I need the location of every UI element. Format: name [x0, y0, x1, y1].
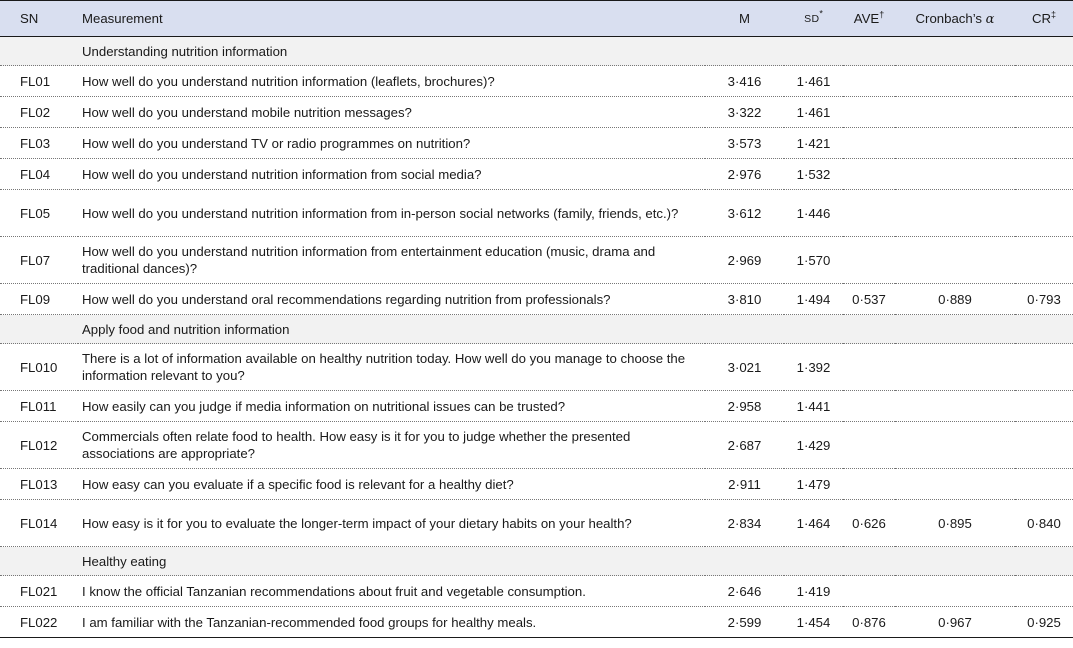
- row-measurement: How well do you understand nutrition information from in-person social networks (family, friends, etc.)?: [78, 190, 705, 237]
- table-row: [0, 190, 1073, 237]
- row-sn: FL02: [0, 97, 78, 128]
- row-sd: 1·419: [784, 576, 843, 607]
- row-sn: FL010: [0, 344, 78, 391]
- row-mean: 3·612: [705, 190, 784, 237]
- row-ave: [843, 469, 895, 500]
- header-row: [0, 1, 1073, 37]
- row-sd: 1·479: [784, 469, 843, 500]
- header-cr-label: CR: [1031, 11, 1052, 26]
- row-ave: [843, 576, 895, 607]
- row-ave: [843, 237, 895, 284]
- row-cronbach-alpha: [895, 344, 1015, 391]
- row-sd: 1·461: [784, 66, 843, 97]
- section-title: Understanding nutrition information: [78, 37, 1073, 66]
- row-ave: 0·626: [843, 500, 895, 547]
- row-cronbach-alpha: [895, 190, 1015, 237]
- row-cr: [1015, 422, 1073, 469]
- row-cronbach-alpha: [895, 128, 1015, 159]
- row-cr: [1015, 469, 1073, 500]
- row-measurement: How well do you understand oral recommendations regarding nutrition from professionals?: [78, 284, 705, 315]
- row-mean: 3·322: [705, 97, 784, 128]
- row-sn: FL04: [0, 159, 78, 190]
- row-cr: [1015, 237, 1073, 284]
- row-measurement: How easy is it for you to evaluate the longer-term impact of your dietary habits on your health?: [78, 500, 705, 547]
- row-cr: [1015, 391, 1073, 422]
- row-mean: 3·810: [705, 284, 784, 315]
- row-measurement: How well do you understand nutrition information from social media?: [78, 159, 705, 190]
- table-row: [0, 344, 1073, 391]
- row-cronbach-alpha: [895, 97, 1015, 128]
- header-m: [705, 1, 784, 37]
- row-sn: FL05: [0, 190, 78, 237]
- row-ave: [843, 190, 895, 237]
- row-mean: 3·573: [705, 128, 784, 159]
- row-mean: 3·021: [705, 344, 784, 391]
- row-sn: FL013: [0, 469, 78, 500]
- row-cr: [1015, 128, 1073, 159]
- header-alpha-label: Cronbach’s: [915, 10, 986, 26]
- row-ave: 0·537: [843, 284, 895, 315]
- row-sd: 1·421: [784, 128, 843, 159]
- row-cronbach-alpha: 0·967: [895, 607, 1015, 638]
- row-sd: 1·570: [784, 237, 843, 284]
- header-measurement-label: Measurement: [82, 11, 163, 26]
- row-sd: 1·464: [784, 500, 843, 547]
- row-cr: [1015, 66, 1073, 97]
- row-sd: 1·446: [784, 190, 843, 237]
- row-ave: [843, 422, 895, 469]
- row-mean: 2·976: [705, 159, 784, 190]
- row-cr: 0·925: [1015, 607, 1073, 638]
- row-sn: FL011: [0, 391, 78, 422]
- table-row: [0, 284, 1073, 315]
- row-measurement: How well do you understand nutrition information (leaflets, brochures)?: [78, 66, 705, 97]
- section-title: Healthy eating: [78, 547, 1073, 576]
- row-mean: 2·599: [705, 607, 784, 638]
- row-sd: 1·494: [784, 284, 843, 315]
- row-sd: 1·441: [784, 391, 843, 422]
- row-measurement: There is a lot of information available on healthy nutrition today. How well do you manage to choose the information relevant to you?: [78, 344, 705, 391]
- row-measurement: How easily can you judge if media information on nutritional issues can be trusted?: [78, 391, 705, 422]
- row-sd: 1·461: [784, 97, 843, 128]
- row-mean: 2·911: [705, 469, 784, 500]
- row-sn: FL014: [0, 500, 78, 547]
- row-measurement: How easy can you evaluate if a specific food is relevant for a healthy diet?: [78, 469, 705, 500]
- row-cr: 0·793: [1015, 284, 1073, 315]
- section-header-row: [0, 37, 1073, 66]
- section-sn-cell: [0, 315, 78, 344]
- section-sn-cell: [0, 37, 78, 66]
- header-measurement: [78, 1, 705, 37]
- row-ave: [843, 159, 895, 190]
- header-cr-footnote-mark: ‡: [1051, 9, 1057, 20]
- header-sd: [784, 1, 843, 37]
- header-sd-label: SD: [804, 13, 820, 25]
- row-cr: [1015, 576, 1073, 607]
- table-row: [0, 128, 1073, 159]
- row-cr: [1015, 97, 1073, 128]
- row-ave: [843, 128, 895, 159]
- row-sn: FL022: [0, 607, 78, 638]
- section-header-row: [0, 315, 1073, 344]
- table-row: [0, 576, 1073, 607]
- row-mean: 2·958: [705, 391, 784, 422]
- table-row: [0, 500, 1073, 547]
- row-ave: [843, 391, 895, 422]
- row-cronbach-alpha: [895, 66, 1015, 97]
- row-cronbach-alpha: [895, 469, 1015, 500]
- row-sn: FL03: [0, 128, 78, 159]
- row-cr: [1015, 159, 1073, 190]
- header-ave-footnote-mark: †: [879, 9, 885, 20]
- row-sn: FL021: [0, 576, 78, 607]
- row-cronbach-alpha: [895, 422, 1015, 469]
- table-row: [0, 607, 1073, 638]
- row-cronbach-alpha: [895, 576, 1015, 607]
- row-cronbach-alpha: [895, 159, 1015, 190]
- row-ave: [843, 344, 895, 391]
- header-sn: [0, 1, 78, 37]
- table-row: [0, 391, 1073, 422]
- table-row: [0, 97, 1073, 128]
- row-sn: FL01: [0, 66, 78, 97]
- row-cronbach-alpha: 0·895: [895, 500, 1015, 547]
- table-row: [0, 159, 1073, 190]
- row-sn: FL07: [0, 237, 78, 284]
- row-cronbach-alpha: 0·889: [895, 284, 1015, 315]
- section-header-row: [0, 547, 1073, 576]
- header-alpha-symbol: α: [985, 11, 995, 27]
- row-measurement: How well do you understand TV or radio programmes on nutrition?: [78, 128, 705, 159]
- table-row: [0, 237, 1073, 284]
- row-mean: 3·416: [705, 66, 784, 97]
- row-mean: 2·834: [705, 500, 784, 547]
- table-row: [0, 66, 1073, 97]
- row-sd: 1·429: [784, 422, 843, 469]
- row-sd: 1·532: [784, 159, 843, 190]
- row-cronbach-alpha: [895, 237, 1015, 284]
- row-measurement: I know the official Tanzanian recommendations about fruit and vegetable consumption.: [78, 576, 705, 607]
- section-title: Apply food and nutrition information: [78, 315, 1073, 344]
- table-row: [0, 422, 1073, 469]
- row-cr: [1015, 344, 1073, 391]
- row-cr: 0·840: [1015, 500, 1073, 547]
- row-mean: 2·969: [705, 237, 784, 284]
- row-measurement: How well do you understand nutrition information from entertainment education (music, drama and traditional dances)?: [78, 237, 705, 284]
- row-cr: [1015, 190, 1073, 237]
- header-ave-label: AVE: [853, 11, 880, 26]
- row-ave: 0·876: [843, 607, 895, 638]
- row-sd: 1·392: [784, 344, 843, 391]
- row-measurement: I am familiar with the Tanzanian-recommended food groups for healthy meals.: [78, 607, 705, 638]
- section-sn-cell: [0, 547, 78, 576]
- row-measurement: How well do you understand mobile nutrition messages?: [78, 97, 705, 128]
- row-ave: [843, 97, 895, 128]
- row-sn: FL09: [0, 284, 78, 315]
- row-cronbach-alpha: [895, 391, 1015, 422]
- header-ave: [843, 1, 895, 37]
- table-body: [0, 37, 1073, 638]
- header-sd-footnote-mark: *: [819, 8, 823, 19]
- row-mean: 2·646: [705, 576, 784, 607]
- table-row: [0, 469, 1073, 500]
- row-sn: FL012: [0, 422, 78, 469]
- row-mean: 2·687: [705, 422, 784, 469]
- row-measurement: Commercials often relate food to health. How easy is it for you to judge whether the presented associations are appropriate?: [78, 422, 705, 469]
- header-cr: [1015, 1, 1073, 37]
- header-alpha: [895, 1, 1015, 37]
- row-ave: [843, 66, 895, 97]
- header-m-label: M: [739, 11, 750, 26]
- header-sn-label: SN: [20, 11, 39, 26]
- row-sd: 1·454: [784, 607, 843, 638]
